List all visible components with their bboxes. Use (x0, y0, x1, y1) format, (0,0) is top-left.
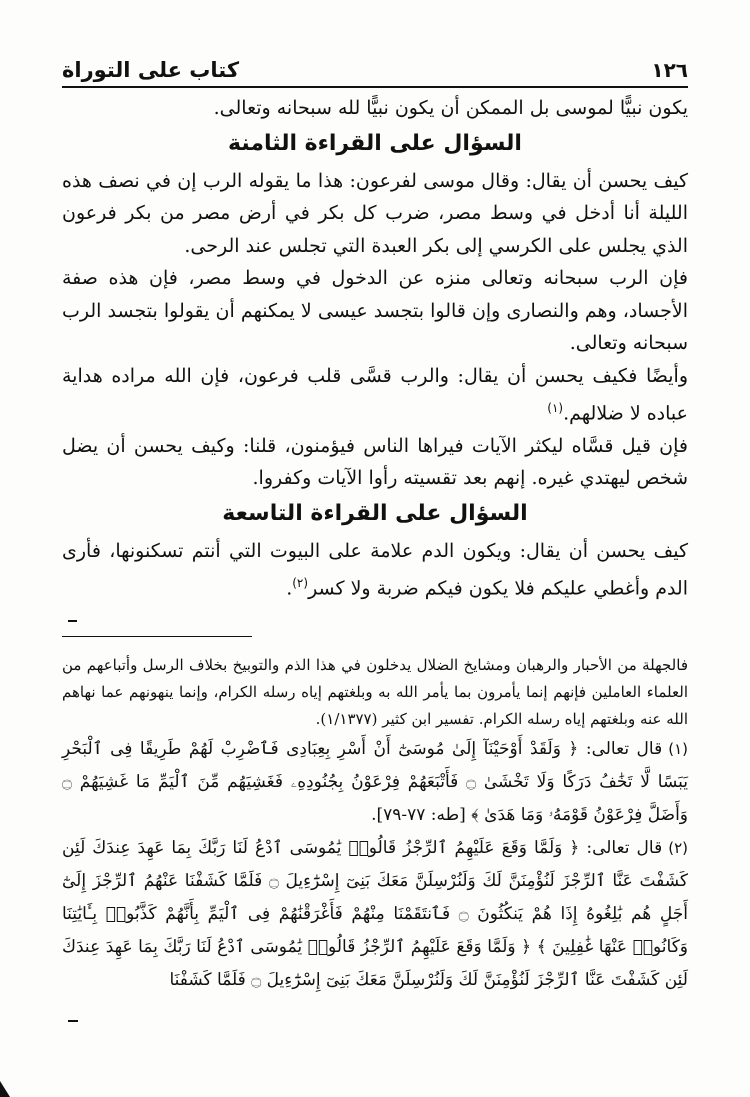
footnote-1 (62, 733, 688, 832)
paragraph-text: كيف يحسن أن يقال: ويكون الدم علامة على البيوت التي أنتم تسكنونها، فأرى الدم وأغطي عليكم فلا يكون فيكم ضربة ولا كسر (62, 539, 688, 600)
footnote-continues-mark (68, 1020, 78, 1022)
footnote-text: قال تعالى: ﴿ وَلَمَّا وَقَعَ عَلَيْهِمُ ٱلرِّجْزُ قَالُوا۟ يَٰمُوسَى ٱدْعُ لَنَا رَبَّكَ بِمَا عَهِدَ عِندَكَ لَئِن كَشَفْتَ عَنَّا ٱلرِّجْزَ لَنُؤْمِنَنَّ لَكَ وَلَنُرْسِلَنَّ مَعَكَ بَنِىٓ إِسْرَٰٓءِيلَ ۝ فَلَمَّا كَشَفْنَا عَنْهُمُ ٱلرِّجْزَ إِلَىٰٓ أَجَلٍ هُم بَٰلِغُوهُ إِذَا هُمْ يَنكُثُونَ ۝ فَٱنتَقَمْنَا مِنْهُمْ فَأَغْرَقْنَٰهُمْ فِى ٱلْيَمِّ بِأَنَّهُمْ كَذَّبُوا۟ بِـَٔايَٰتِنَا وَكَانُوا۟ عَنْهَا غَٰفِلِينَ ﴾ ﴿ وَلَمَّا وَقَعَ عَلَيْهِمُ ٱلرِّجْزُ قَالُوا۟ يَٰمُوسَى ٱدْعُ لَنَا رَبَّكَ بِمَا عَهِدَ عِندَكَ لَئِن كَشَفْتَ عَنَّا ٱلرِّجْزَ لَنُؤْمِنَنَّ لَكَ وَلَنُرْسِلَنَّ مَعَكَ بَنِىٓ إِسْرَٰٓءِيلَ ۝ فَلَمَّا كَشَفْنَا (62, 838, 688, 990)
footnote-number: (٢) (668, 839, 688, 857)
page-corner-mark (0, 1081, 10, 1097)
paragraph (62, 360, 688, 430)
footnote-ref[interactable]: (١) (547, 401, 564, 415)
section-heading-ninth: السؤال على القراءة التاسعة (222, 500, 528, 526)
paragraph: كيف يحسن أن يقال: ويكون الدم علامة على البيوت التي أنتم تسكنونها، فأرى الدم وأغطي عليكم فلا يكون فيكم ضربة ولا كسر$^{(٢)}$. (62, 539, 688, 600)
paragraph-text: وأيضًا فكيف يحسن أن يقال: والرب قسَّى قلب فرعون، فإن الله مراده هداية عباده لا ضلالهم. (62, 364, 688, 425)
footnote-continuation-mark (68, 620, 77, 622)
paragraph: فإن الرب سبحانه وتعالى منزه عن الدخول في وسط مصر، فإن هذه صفة الأجساد، وهم والنصارى وإن قالوا بتجسد عيسى لا يمكنهم أن يقولوا بتجسد الرب سبحانه وتعالى. (62, 267, 688, 354)
paragraph: فإن قيل قسَّاه ليكثر الآيات فيراها الناس فيؤمنون، قلنا: وكيف يحسن أن يضل شخص ليهتدي غيره. إنهم بعد تقسيته رأوا الآيات وكفروا. (62, 434, 688, 490)
running-title: كتاب على التوراة (62, 58, 240, 82)
footnote-continuation: فالجهلة من الأحبار والرهبان ومشايخ الضلال يدخلون في هذا الذم والتوبيخ بخلاف الرسل وأتباعهم من العلماء العاملين فإنهم إنما يأمرون بما يأمر الله به وبلغتهم إياه رسله الكرام، وإنما ينهونهم عما نهاهم الله عنه وبلغتهم إياه رسله الكرام. تفسير ابن كثير (١/١٣٧٧). (62, 656, 688, 728)
section-heading-eighth: السؤال على القراءة الثامنة (228, 130, 522, 156)
main-text (62, 92, 688, 605)
footnote-text: قال تعالى: ﴿ وَلَقَدْ أَوْحَيْنَآ إِلَىٰ مُوسَىٰٓ أَنْ أَسْرِ بِعِبَادِى فَٱضْرِبْ لَهُمْ طَرِيقًا فِى ٱلْبَحْرِ يَبَسًا لَّا تَخَٰفُ دَرَكًا وَلَا تَخْشَىٰ ۝ فَأَتْبَعَهُمْ فِرْعَوْنُ بِجُنُودِهِۦ فَغَشِيَهُم مِّنَ ٱلْيَمِّ مَا غَشِيَهُمْ ۝ وَأَضَلَّ فِرْعَوْنُ قَوْمَهُۥ وَمَا هَدَىٰ ﴾ [طه: ٧٧-٧٩]. (62, 739, 688, 825)
footnote-2 (62, 832, 688, 997)
footnotes (62, 652, 688, 997)
footnote-ref[interactable]: (٢) (292, 576, 309, 591)
paragraph: يكون نبيًّا لموسى بل الممكن أن يكون نبيًّا لله سبحانه وتعالى. (213, 97, 688, 119)
paragraph: كيف يحسن أن يقال: وقال موسى لفرعون: هذا ما يقوله الرب إن في نصف هذه الليلة أنا أدخل في وسط مصر، ضرب كل بكر في أرض مصر من بكر فرعون الذي يجلس على الكرسي إلى بكر العبدة التي تجلس عند الرحى. (62, 169, 688, 257)
page-header (62, 50, 688, 88)
page-number: ١٢٦ (651, 58, 688, 82)
footnote-separator (62, 636, 252, 637)
footnote-number: (١) (668, 740, 688, 758)
